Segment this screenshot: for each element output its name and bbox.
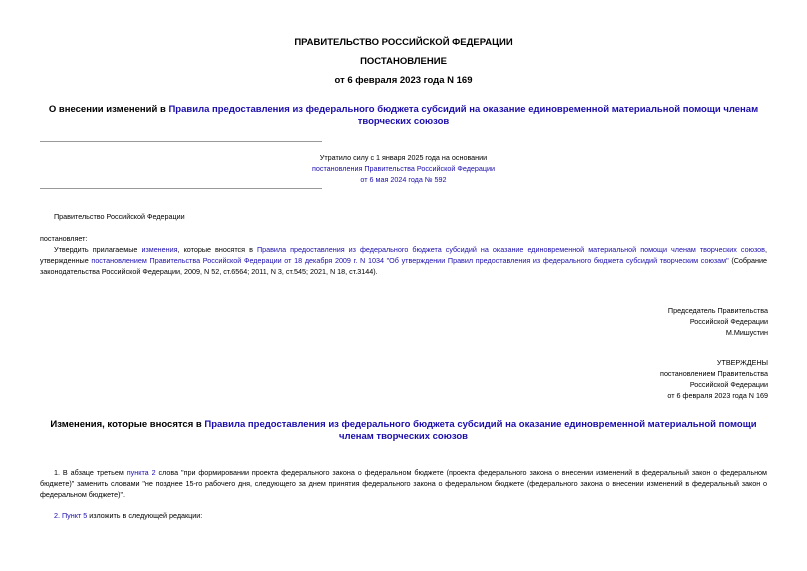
approved-block — [518, 357, 768, 401]
changes-title — [40, 419, 767, 443]
document-date: от 6 февраля 2023 года N 169 — [334, 75, 473, 86]
signature-block — [518, 305, 768, 338]
decrees-text: постановляет: — [40, 234, 88, 243]
divider-top — [40, 141, 322, 142]
p1-text-c: , утвержденные — [40, 245, 767, 265]
item2-text-a: 2. — [54, 511, 62, 520]
p1-text-d: (Собрание законодательства Российской Федерации, 2009, N 52, ст.6564; 2011, N 3, ст.545; 2021, N 18, ст.3144). — [40, 256, 767, 276]
divider-bottom — [40, 188, 322, 189]
item1-text-a: 1. В абзаце третьем — [54, 468, 127, 477]
p1-text-a: Утвердить прилагаемые — [54, 245, 142, 254]
main-paragraph — [40, 244, 767, 277]
signature-name: М.Мишустин — [725, 328, 768, 337]
item2-text-b: изложить в следующей редакции: — [87, 511, 203, 520]
government-name: ПРАВИТЕЛЬСТВО РОССИЙСКОЙ ФЕДЕРАЦИИ — [294, 37, 513, 48]
p1-text-b: , которые вносятся в — [177, 245, 257, 254]
repeal-note-date-link[interactable]: от 6 мая 2024 года № 592 — [360, 175, 447, 184]
change-item-2 — [40, 510, 767, 521]
approved-by: постановлением Правительства — [660, 369, 768, 378]
signature-org: Российской Федерации — [689, 317, 768, 326]
approved-org: Российской Федерации — [689, 380, 768, 389]
change-item-1 — [40, 467, 767, 500]
changes-title-prefix: Изменения, которые вносятся в — [50, 419, 205, 430]
document-type: ПОСТАНОВЛЕНИЕ — [360, 56, 447, 67]
repeal-note-decree-link[interactable]: постановления Правительства Российской Федерации — [311, 164, 496, 173]
document-title — [40, 104, 767, 128]
changes-title-rules-link[interactable]: Правила предоставления из федерального бюджета субсидий на оказание единовременной материальной помощи членам творческих союзов — [204, 419, 757, 442]
approved-label: УТВЕРЖДЕНЫ — [716, 358, 768, 367]
clause-5-link[interactable]: Пункт 5 — [62, 511, 88, 520]
repeal-note — [240, 152, 567, 185]
repeal-note-line1: Утратило силу с 1 января 2025 года на основании — [319, 153, 488, 162]
title-prefix: О внесении изменений в — [48, 104, 169, 115]
approved-date: от 6 февраля 2023 года N 169 — [667, 391, 768, 400]
clause-2-link[interactable]: пункта 2 — [126, 468, 156, 477]
signature-title: Председатель Правительства — [667, 306, 768, 315]
decree-1034-link[interactable]: постановлением Правительства Российской Федерации от 18 декабря 2009 г. N 1034 "Об утверждении Правил предоставления из федерального бюджета субсидий творческим союзам" — [91, 256, 729, 265]
changes-link[interactable]: изменения — [141, 245, 178, 254]
rules-link[interactable]: Правила предоставления из федерального бюджета субсидий на оказание единовременной материальной помощи членам творческих союзов — [256, 245, 765, 254]
item1-text-b: слова "при формировании проекта федерального закона о федеральном бюджете (проекта федерального закона о внесении изменений в федеральный закон о федеральном бюджете)" заменить словами "не позднее 15-го рабочего дня, следующего за днем принятия федерального закона о федеральном бюджете (федерального закона о внесении изменений в федеральный закон о федеральном бюджете)". — [40, 468, 767, 499]
title-rules-link[interactable]: Правила предоставления из федерального бюджета субсидий на оказание единовременной материальной помощи членам творческих союзов — [168, 104, 759, 127]
intro-text: Правительство Российской Федерации — [54, 212, 185, 221]
